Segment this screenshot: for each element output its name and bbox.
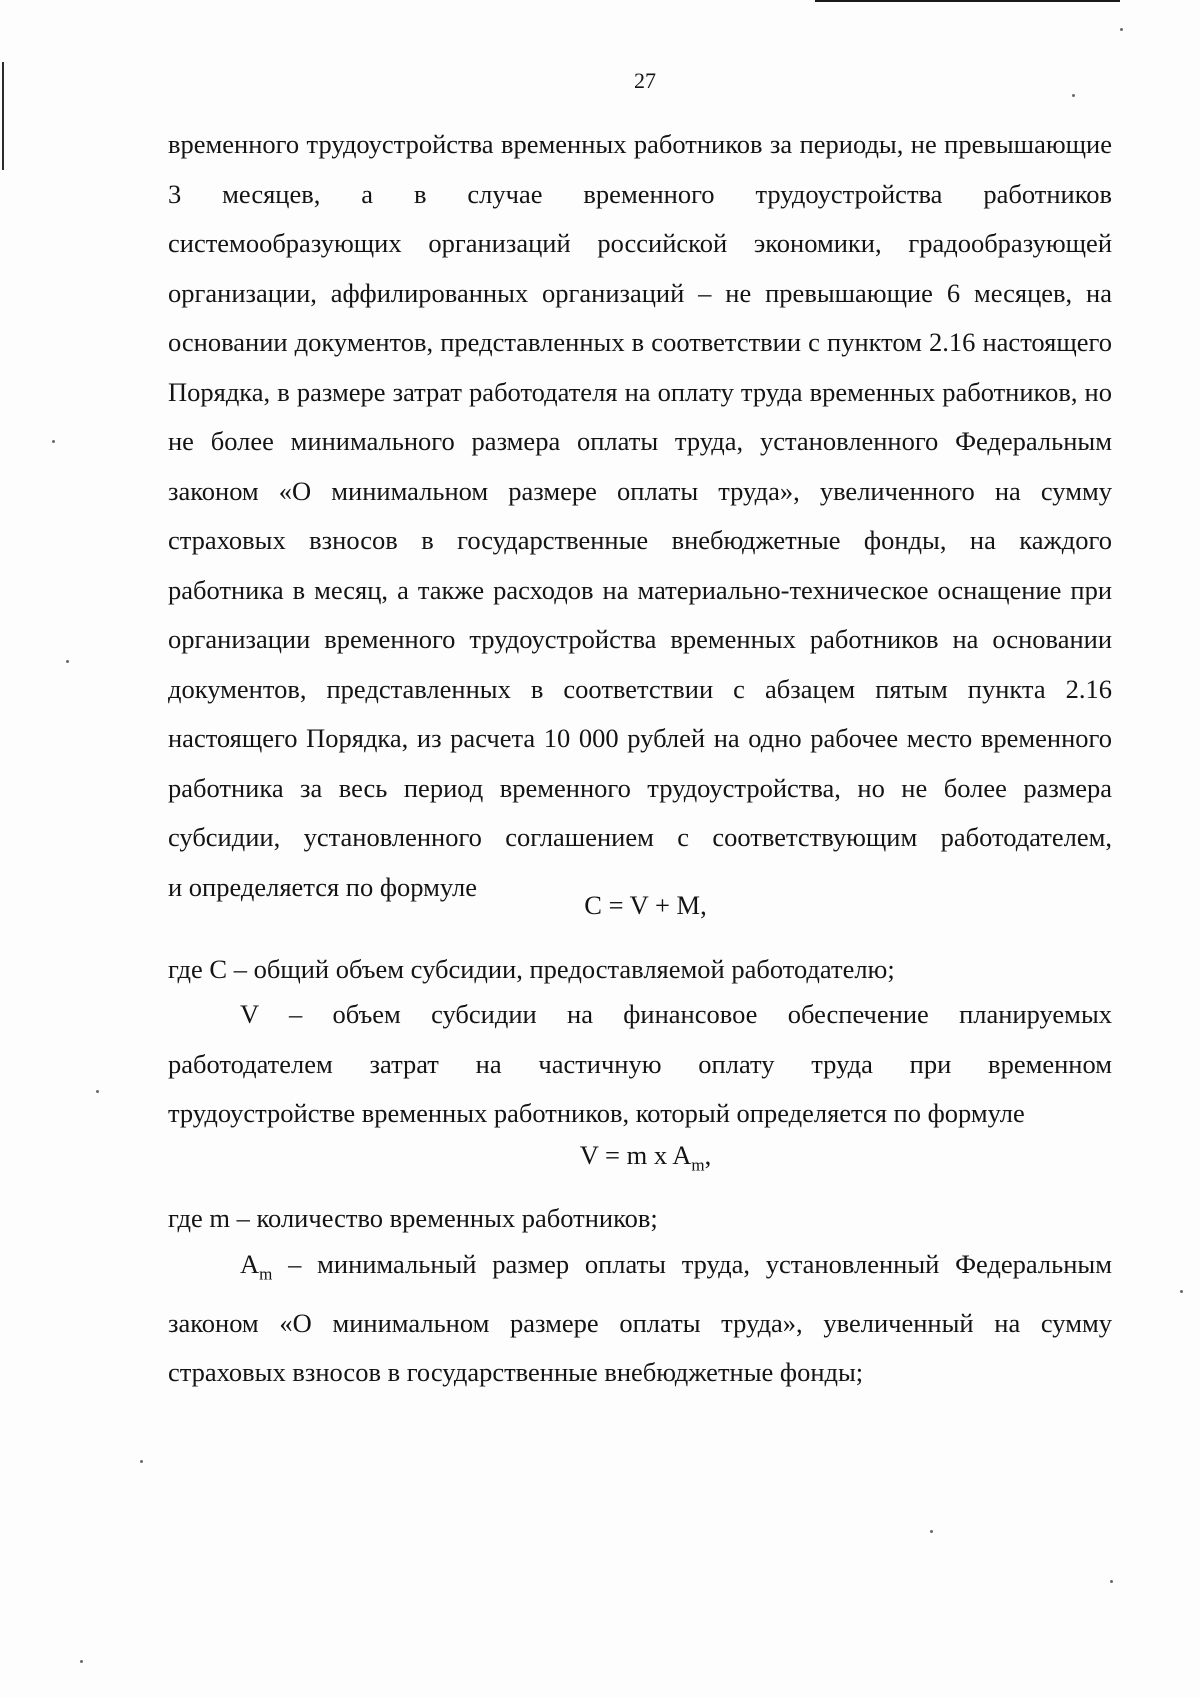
paragraph-v bbox=[168, 990, 1112, 1139]
paragraph-v-body: V – объем субсидии на финансовое обеспечение планируемых работодателем затрат на частичную оплату труда при временном bbox=[168, 999, 1112, 1079]
paragraph-am-text: – минимальный размер оплаты труда, установленный Федеральным законом «О минимальном размере оплаты труда», увеличенный на сумму bbox=[168, 1249, 1112, 1338]
scan-speck bbox=[80, 1660, 83, 1663]
scan-speck bbox=[52, 440, 55, 443]
where-c-text: где C – общий объем субсидии, предоставляемой работодателю; bbox=[168, 954, 895, 984]
scan-speck bbox=[66, 660, 69, 663]
page-number: 27 bbox=[634, 68, 656, 93]
paragraph-am-last-line: страховых взносов в государственные внебюджетные фонды; bbox=[168, 1357, 864, 1388]
where-c-line bbox=[168, 945, 1112, 995]
formula-v-suffix: , bbox=[704, 1140, 712, 1170]
paragraph-v-last-line: трудоустройстве временных работников, который определяется по формуле bbox=[168, 1098, 1025, 1128]
scan-speck bbox=[140, 1460, 143, 1463]
am-subscript: m bbox=[259, 1264, 273, 1284]
where-m-text: где m – количество временных работников; bbox=[168, 1203, 658, 1233]
scan-speck bbox=[1072, 94, 1075, 97]
formula-v-subscript: m bbox=[691, 1155, 705, 1175]
paragraph-main-body: временного трудоустройства временных работников за периоды, не превышающие 3 месяцев, а в случае временного трудоустройства работников системообразующих организаций российской экономики, градообразующей организации, аффилированных организаций – не превышающие 6 месяцев, на основании документов, представленных в соответствии с пунктом 2.16 настоящего Порядка, в размере затрат работодателя на оплату труда временных работников, но не более минимального размера оплаты труда, установленного Федеральным законом «О минимальном размере оплаты труда», увеличенного на сумму страховых взносов в государственные внебюджетные фонды, на каждого работника в месяц, а также расходов на материально-техническое оснащение при организации временного трудоустройства временных работников на основании документов, представленных в соответствии с абзацем пятым пункта 2.16 настоящего Порядка, из расчета 10 000 рублей на одно рабочее место временного работника за весь период временного трудоустройства, но не более размера субсидии, установленного соглашением с соответствующим работодателем, bbox=[168, 129, 1112, 852]
scan-speck bbox=[930, 1530, 933, 1533]
scan-speck bbox=[1120, 28, 1123, 31]
scan-speck bbox=[1110, 1580, 1113, 1583]
scan-speck bbox=[96, 1090, 99, 1093]
scan-speck bbox=[1180, 1290, 1183, 1293]
paragraph-main bbox=[168, 120, 1112, 912]
paragraph-am-body bbox=[168, 1240, 1112, 1348]
top-edge-rule bbox=[815, 0, 1120, 2]
where-m-line bbox=[168, 1194, 1112, 1244]
am-symbol: A bbox=[240, 1249, 260, 1279]
paragraph-am bbox=[168, 1240, 1112, 1398]
formula-total: C = V + M, bbox=[584, 890, 707, 920]
paragraph-main-last-line: и определяется по формуле bbox=[168, 871, 477, 902]
formula-v bbox=[0, 1130, 1200, 1180]
formula-v-main: V = m x A bbox=[579, 1140, 692, 1170]
